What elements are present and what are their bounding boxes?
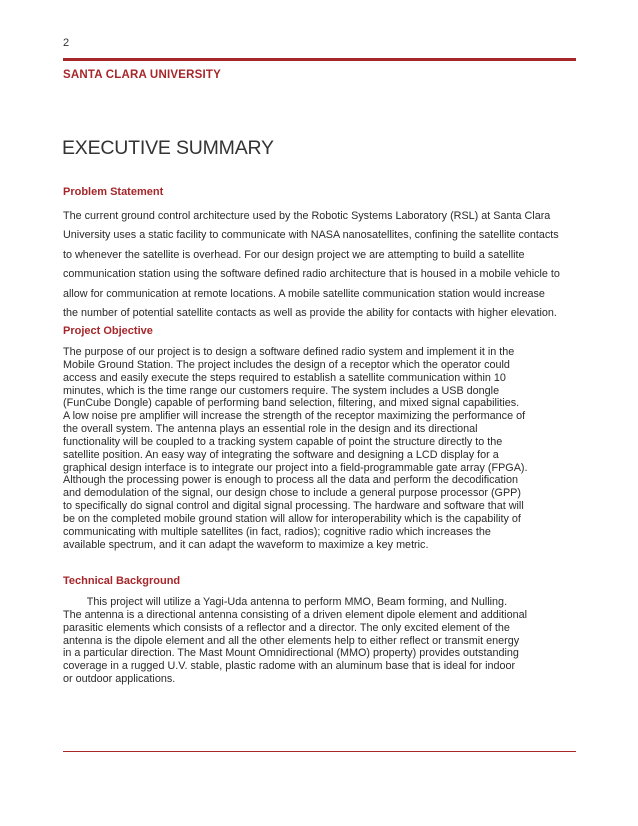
text-line: in a particular direction. The Mast Mount Omnidirectional (MMO) property) provides outstanding: [63, 647, 519, 660]
section-heading-project-objective: Project Objective: [63, 325, 153, 337]
text-line: antenna is the dipole element and all the other elements help to either reflect or transmit energy: [63, 634, 520, 647]
text-line: The purpose of our project is to design a software defined radio system and implement it in the: [63, 346, 515, 358]
text-line: satellite position. An easy way of integrating the software and designing a LCD display for a: [63, 448, 499, 461]
text-line: Mobile Ground Station. The project includes the design of a receptor which the operator could: [63, 358, 510, 371]
problem-statement-paragraph: [63, 207, 583, 323]
text-line: graphical design interface is to integrate our project into a field-programmable gate array (FPGA).: [63, 461, 528, 474]
footer-rule: [63, 751, 576, 752]
text-line: communication station using the software defined radio architecture that is housed in a mobile vehicle to: [63, 268, 560, 281]
section-heading-problem-statement: Problem Statement: [63, 186, 164, 198]
text-line: access and easily execute the steps required to establish a satellite communication within 10: [63, 371, 506, 384]
document-title: EXECUTIVE SUMMARY: [62, 137, 274, 159]
text-line: to whenever the satellite is overhead. For our design project we are attempting to build a satellite: [63, 248, 525, 261]
project-objective-paragraph: [63, 346, 583, 552]
text-line: This project will utilize a Yagi-Uda antenna to perform MMO, Beam forming, and Nulling.: [63, 596, 508, 608]
technical-background-paragraph: [63, 596, 583, 686]
text-line: University uses a static facility to communicate with NASA nanosatellites, confining the satellite contacts: [63, 229, 559, 242]
page-number: 2: [63, 37, 70, 49]
text-line: The current ground control architecture used by the Robotic Systems Laboratory (RSL) at Santa Clara: [63, 210, 551, 222]
text-line: A low noise pre amplifier will increase the strength of the receptor maximizing the performance of: [63, 410, 526, 423]
text-line: to specifically do signal control and digital signal processing. The hardware and software that will: [63, 500, 524, 513]
text-line: be on the completed mobile ground station will allow for interoperability which is the capability of: [63, 512, 521, 525]
header-top-rule: [63, 58, 576, 61]
university-header: SANTA CLARA UNIVERSITY: [63, 69, 221, 81]
text-line: (FunCube Dongle) capable of performing band selection, filtering, and mixed signal capabilities.: [63, 397, 520, 410]
text-line: and demodulation of the signal, our design chose to include a general purpose processor (GPP): [63, 487, 521, 500]
text-line: or outdoor applications.: [63, 673, 176, 686]
text-line: coverage in a rugged U.V. stable, plastic radome with an aluminum base that is ideal for indoor: [63, 660, 516, 673]
text-line: the number of potential satellite contacts as well as provide the ability for contacts with higher elevation.: [63, 306, 557, 319]
text-line: communicating with multiple satellites (in fact, radios); cognitive radio which increases the: [63, 525, 491, 538]
text-line: allow for communication at remote locations. A mobile satellite communication station would increase: [63, 287, 545, 300]
text-line: available spectrum, and it can adapt the waveform to maximize a key metric.: [63, 538, 429, 551]
text-line: Although the processing power is enough to process all the data and perform the decodification: [63, 474, 518, 487]
text-line: The antenna is a directional antenna consisting of a driven element dipole element and additional: [63, 608, 527, 621]
section-heading-technical-background: Technical Background: [63, 575, 181, 587]
text-line: parasitic elements which consists of a reflector and a director. The only excited element of the: [63, 621, 510, 634]
text-line: minutes, which is the time range our customers require. The system includes a USB dongle: [63, 384, 500, 397]
text-line: functionality will be coupled to a tracking system capable of point the structure directly to the: [63, 435, 503, 448]
text-line: the overall system. The antenna plays an essential role in the design and its directional: [63, 423, 478, 436]
